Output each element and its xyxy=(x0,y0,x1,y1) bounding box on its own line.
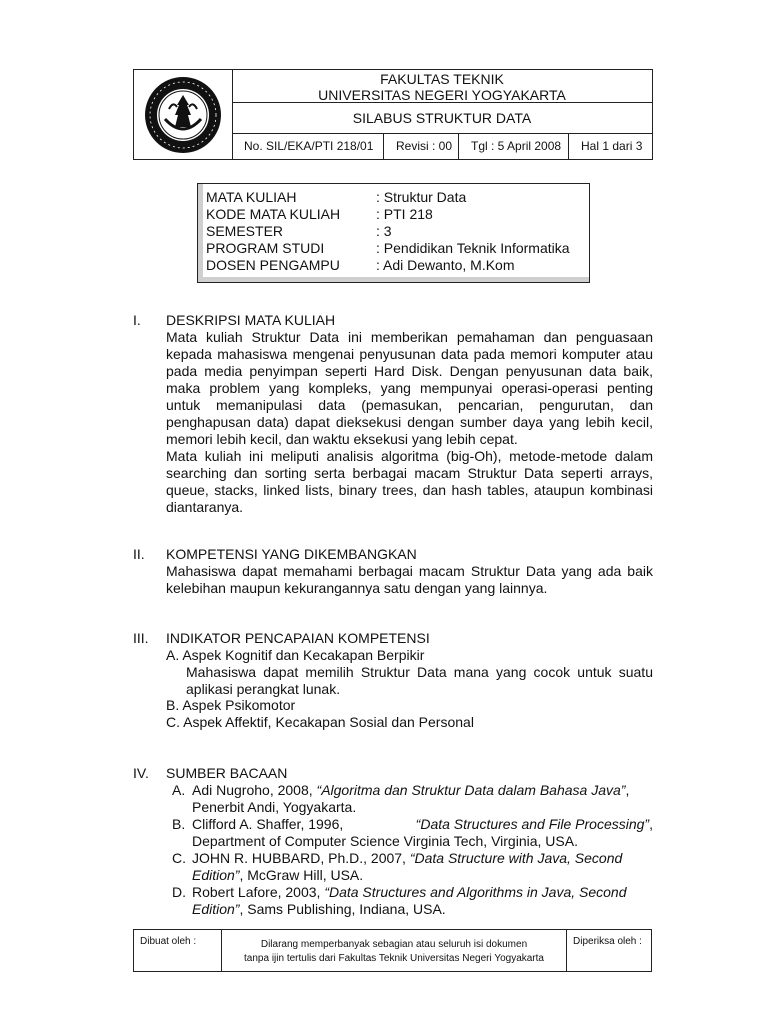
document-footer xyxy=(133,929,652,972)
reference-letter: C. xyxy=(172,850,186,866)
section-paragraph: Mahasiswa dapat memahami berbagai macam Struktur Data yang ada baik kelebihan maupun kekurangannya satu dengan yang lainnya. xyxy=(166,563,653,596)
reference-line: Edition”, Sams Publishing, Indiana, USA. xyxy=(192,901,446,917)
document-header xyxy=(133,69,653,160)
section-number: III. xyxy=(133,630,149,646)
indicator-item: A. Aspek Kognitif dan Kecakapan Berpikir xyxy=(166,647,425,663)
date: Tgl : 5 April 2008 xyxy=(459,133,569,159)
section-title: KOMPETENSI YANG DIKEMBANGKAN xyxy=(166,546,417,562)
indicator-item: C. Aspek Affektif, Kecakapan Sosial dan Personal xyxy=(166,714,474,730)
university-seal-icon xyxy=(143,75,223,155)
section-number: I. xyxy=(133,312,141,328)
section-paragraph: Mata kuliah Struktur Data ini memberikan pemahaman dan penguasaan kepada mahasiswa mengenai penyusunan data pada memori komputer atau pada media penyimpan seperti Hard Disk. Dengan penyusunan data baik, maka problem yang kompleks, yang mempunyai operasi-operasi penting untuk memanipulasi data (pemasukan, pencarian, pengurutan, dan penghapusan data) dapat dieksekusi dengan sumber daya yang lebih kecil, memori lebih kecil, dan waktu eksekusi yang lebih cepat. Mata kuliah ini meliputi analisis algoritma (big-Oh), metode-metode dalam searching dan sorting serta berbagai macam Struktur Data seperti arrays, queue, stacks, linked lists, binary trees, dan hash tables, ataupun kombinasi diantaranya. xyxy=(166,329,653,515)
reference-item: Adi Nugroho, 2008, “Algoritma dan Struktur Data dalam Bahasa Java”, xyxy=(192,782,630,798)
logo-cell xyxy=(134,70,233,159)
page-count: Hal 1 dari 3 xyxy=(581,139,643,153)
section-title: SUMBER BACAAN xyxy=(166,765,288,781)
reference-item: Clifford A. Shaffer, 1996, “Data Structures and File Processing”, xyxy=(192,816,653,832)
course-info-box: MATA KULIAH : Struktur Data KODE MATA KULIAH : PTI 218 SEMESTER : 3 PROGRAM STUDI : Pendidikan Teknik Informatika DOSEN PENGAMPU : Adi Dewanto, M.Kom xyxy=(197,183,590,283)
reference-line: Edition”, McGraw Hill, USA. xyxy=(192,867,364,883)
header-institution xyxy=(232,70,652,103)
document-meta-row xyxy=(232,133,652,159)
copyright-notice: Dilarang memperbanyak sebagian atau seluruh isi dokumen tanpa ijin tertulis dari Fakultas Teknik Universitas Negeri Yogyakarta xyxy=(222,930,567,971)
made-by-label: Dibuat oleh : xyxy=(134,930,222,971)
indicator-item: B. Aspek Psikomotor xyxy=(166,697,296,713)
faculty-name: FAKULTAS TEKNIK xyxy=(380,71,504,87)
revision: Revisi : 00 xyxy=(384,133,459,159)
reference-letter: B. xyxy=(172,816,186,832)
section-title: DESKRIPSI MATA KULIAH xyxy=(166,312,336,328)
reference-item: Robert Lafore, 2003, “Data Structures and Algorithms in Java, Second xyxy=(192,884,627,900)
section-title: INDIKATOR PENCAPAIAN KOMPETENSI xyxy=(166,630,430,646)
checked-by-label: Diperiksa oleh : xyxy=(573,936,642,947)
reference-item: JOHN R. HUBBARD, Ph.D., 2007, “Data Structure with Java, Second xyxy=(192,850,623,866)
reference-line: Department of Computer Science Virginia Tech, Virginia, USA. xyxy=(192,833,578,849)
reference-letter: A. xyxy=(172,782,186,798)
reference-letter: D. xyxy=(172,884,186,900)
document-number: No. SIL/EKA/PTI 218/01 xyxy=(232,133,384,159)
university-name: UNIVERSITAS NEGERI YOGYAKARTA xyxy=(318,87,566,103)
reference-line: Penerbit Andi, Yogyakarta. xyxy=(192,799,357,815)
section-number: II. xyxy=(133,546,145,562)
section-number: IV. xyxy=(133,765,149,781)
document-title: SILABUS STRUKTUR DATA xyxy=(232,103,652,134)
indicator-text: Mahasiswa dapat memilih Struktur Data mana yang cocok untuk suatu aplikasi perangkat lunak. xyxy=(186,664,653,697)
